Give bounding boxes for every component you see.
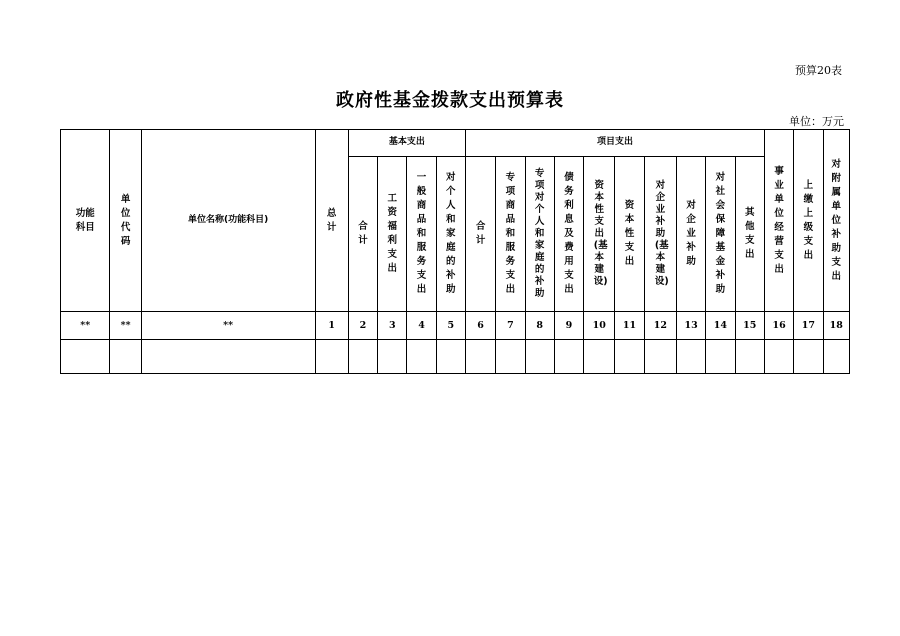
index-cell: 9 (554, 312, 583, 340)
page-title: 政府性基金拨款支出预算表 (336, 90, 564, 111)
data-cell (615, 340, 644, 374)
data-cell (823, 340, 849, 374)
header-project-enterprise-construction: 对企业补助(基本建设) (644, 157, 676, 312)
data-cell (496, 340, 525, 374)
index-cell: 2 (348, 312, 377, 340)
data-cell (794, 340, 823, 374)
data-cell (407, 340, 436, 374)
data-cell (706, 340, 735, 374)
index-cell: 14 (706, 312, 735, 340)
header-total: 总计 (315, 130, 348, 312)
index-cell: 18 (823, 312, 849, 340)
header-project-other: 其他支出 (735, 157, 764, 312)
header-project-enterprise-subsidy: 对企业补助 (677, 157, 706, 312)
index-row (61, 312, 850, 340)
data-cell (764, 340, 793, 374)
header-project-subtotal: 合计 (465, 157, 495, 312)
header-project-goods-services: 专项商品和服务支出 (496, 157, 525, 312)
index-cell: 11 (615, 312, 644, 340)
form-number: 预算20表 (795, 64, 842, 77)
index-cell: 1 (315, 312, 348, 340)
data-cell (525, 340, 554, 374)
unit-label: 单位：万元 (789, 115, 844, 128)
data-cell (141, 340, 315, 374)
header-project-debt-interest: 债务利息及费用支出 (554, 157, 583, 312)
header-project-individual-subsidy: 专项对个人和家庭的补助 (525, 157, 554, 312)
header-unit-code: 单位代码 (110, 130, 141, 312)
data-cell (644, 340, 676, 374)
index-cell: 10 (584, 312, 615, 340)
header-subsidiary-subsidy: 对附属单位补助支出 (823, 130, 849, 312)
data-cell (110, 340, 141, 374)
index-cell: ** (61, 312, 110, 340)
header-basic-individual-subsidy: 对个人和家庭的补助 (436, 157, 465, 312)
data-cell (378, 340, 407, 374)
data-row (61, 340, 850, 374)
index-cell: 5 (436, 312, 465, 340)
header-business-expenditure: 事业单位经营支出 (764, 130, 793, 312)
index-cell: ** (110, 312, 141, 340)
index-cell: 13 (677, 312, 706, 340)
data-cell (735, 340, 764, 374)
data-cell (465, 340, 495, 374)
header-func-subject: 功能科目 (61, 130, 110, 312)
data-cell (584, 340, 615, 374)
index-cell: 8 (525, 312, 554, 340)
index-cell: ** (141, 312, 315, 340)
data-cell (61, 340, 110, 374)
index-cell: 15 (735, 312, 764, 340)
header-unit-name: 单位名称(功能科目) (141, 130, 315, 312)
header-row-group (61, 130, 850, 157)
header-project-expenditure: 项目支出 (465, 130, 764, 157)
index-cell: 12 (644, 312, 676, 340)
header-basic-subtotal: 合计 (348, 157, 377, 312)
header-project-capital-construction: 资本性支出(基本建设) (584, 157, 615, 312)
header-remit-upper: 上缴上级支出 (794, 130, 823, 312)
header-project-capital: 资本性支出 (615, 157, 644, 312)
header-basic-goods-services: 一般商品和服务支出 (407, 157, 436, 312)
header-basic-expenditure: 基本支出 (348, 130, 465, 157)
data-cell (436, 340, 465, 374)
header-basic-wages: 工资福利支出 (378, 157, 407, 312)
header-project-social-security: 对社会保障基金补助 (706, 157, 735, 312)
index-cell: 17 (794, 312, 823, 340)
data-cell (554, 340, 583, 374)
index-cell: 6 (465, 312, 495, 340)
index-cell: 4 (407, 312, 436, 340)
budget-table (60, 129, 850, 374)
data-cell (677, 340, 706, 374)
index-cell: 16 (764, 312, 793, 340)
index-cell: 7 (496, 312, 525, 340)
data-cell (348, 340, 377, 374)
index-cell: 3 (378, 312, 407, 340)
data-cell (315, 340, 348, 374)
